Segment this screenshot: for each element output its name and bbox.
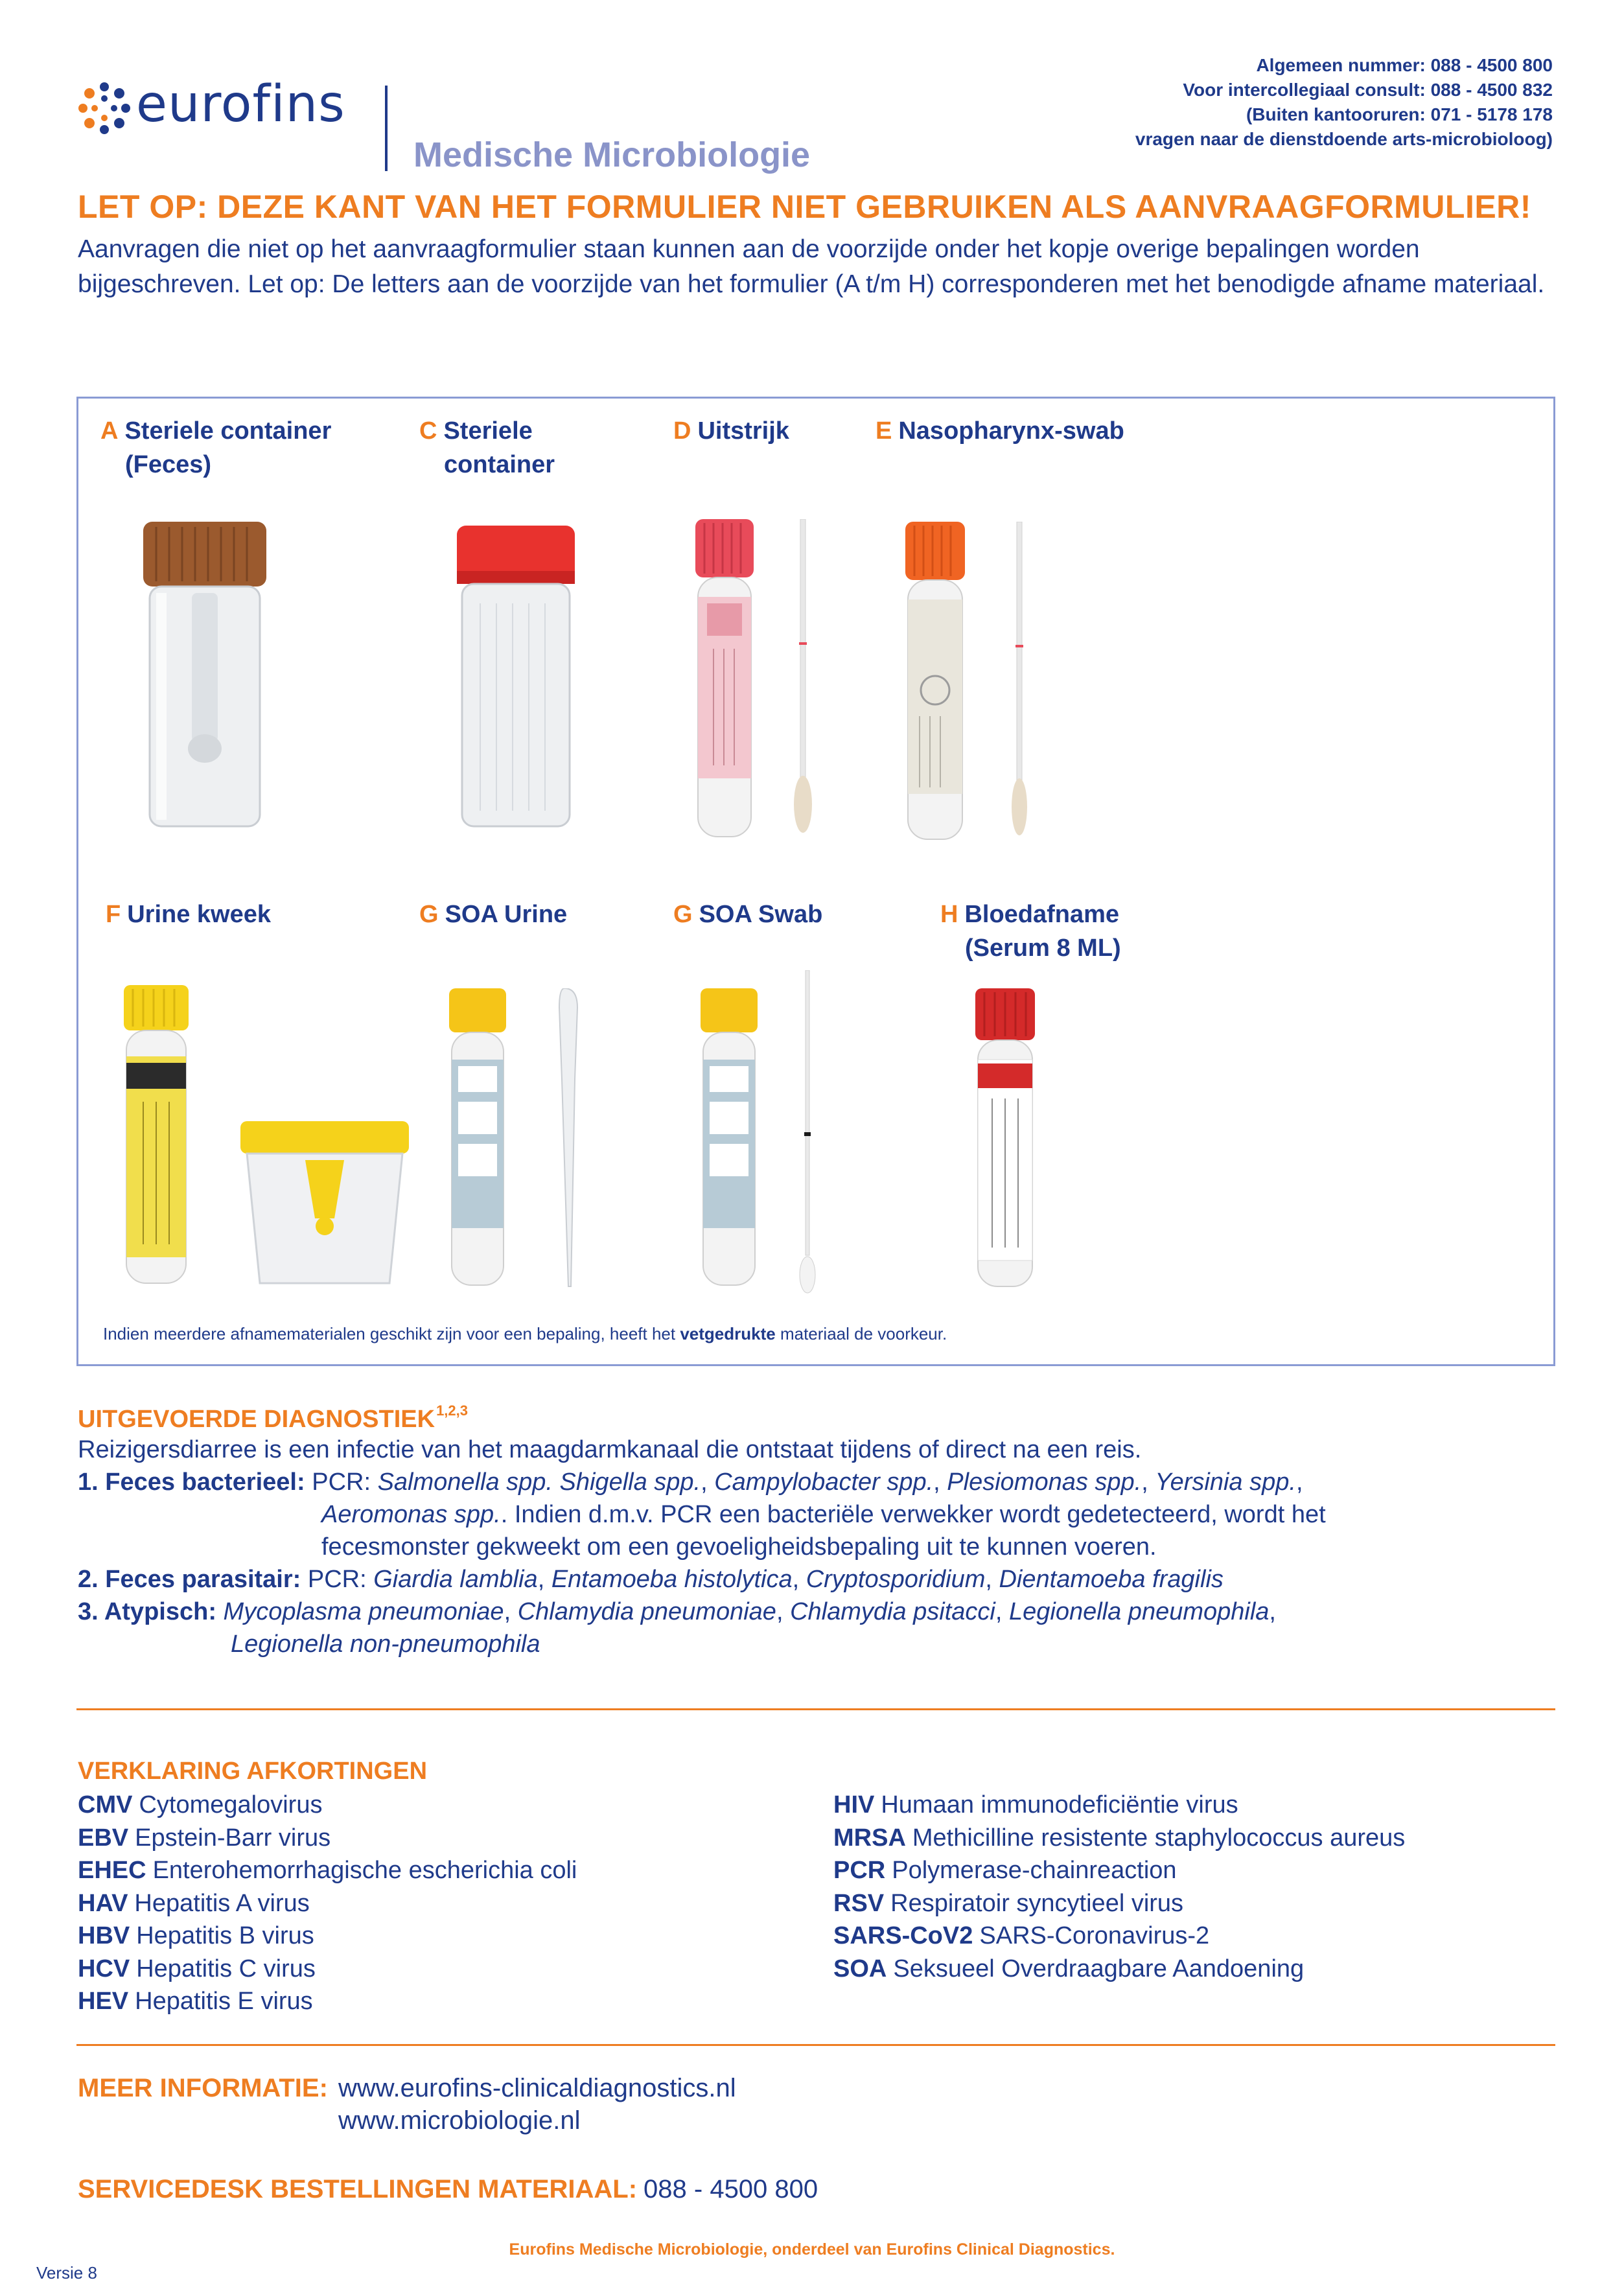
material-d-label: D Uitstrijk bbox=[673, 417, 789, 445]
contact-block bbox=[1135, 53, 1553, 152]
diagnostics-title: UITGEVOERDE DIAGNOSTIEK$^{1,2,3}$ bbox=[78, 1402, 468, 1433]
material-g-urine-label: G SOA Urine bbox=[419, 901, 568, 928]
department-title: Medische Microbiologie bbox=[413, 135, 811, 174]
swab-pink-image bbox=[688, 519, 843, 843]
abbreviations-title: VERKLARING AFKORTINGEN bbox=[78, 1758, 428, 1785]
eurofins-dots-icon bbox=[76, 80, 132, 136]
servicedesk-label: SERVICEDESK BESTELLINGEN MATERIAAL: bbox=[78, 2175, 638, 2203]
link-microbiologie[interactable]: www.microbiologie.nl bbox=[338, 2106, 581, 2135]
abbreviation-row: HEV Hepatitis E virus bbox=[78, 1988, 313, 2015]
abbreviation-row: EBV Epstein-Barr virus bbox=[78, 1824, 331, 1852]
abbreviation-row: SOA Seksueel Overdraagbare Aandoening bbox=[833, 1955, 1305, 1982]
contact-after-hours-note: vragen naar de dienstdoende arts-microbioloog) bbox=[1135, 129, 1553, 149]
contact-after-hours: (Buiten kantooruren: 071 - 5178 178 bbox=[1246, 104, 1553, 124]
material-h-label: H Bloedafname (Serum 8 ML) bbox=[940, 901, 1121, 962]
section-divider bbox=[76, 1708, 1555, 1710]
diagnostics-item-2: 2. Feces parasitair: PCR: Giardia lamblia, Entamoeba histolytica, Cryptosporidium, Dientamoeba fragilis bbox=[78, 1566, 1224, 1593]
diagnostics-item-1: 1. Feces bacterieel: PCR: Salmonella spp. Shigella spp., Campylobacter spp., Plesiomonas spp., Yersinia spp., bbox=[78, 1469, 1303, 1496]
diagnostics-item-3: 3. Atypisch: Mycoplasma pneumoniae, Chlamydia pneumoniae, Chlamydia psitacci, Legionella pneumophila, bbox=[78, 1598, 1276, 1625]
abbreviation-row: EHEC Enterohemorrhagische escherichia coli bbox=[78, 1857, 577, 1884]
more-info-label: MEER INFORMATIE: bbox=[78, 2074, 328, 2102]
diagnostics-item-1-line-2: Aeromonas spp.. Indien d.m.v. PCR een bacteriële verwekker wordt gedetecteerd, wordt het bbox=[321, 1501, 1326, 1528]
material-a-label: A Steriele container (Feces) bbox=[100, 417, 332, 478]
brand-name: eurofins bbox=[136, 75, 345, 134]
abbreviations-right-column bbox=[833, 1789, 1405, 1985]
diagnostics-intro: Reizigersdiarree is een infectie van het maagdarmkanaal die ontstaat tijdens of direct na een reis. bbox=[78, 1436, 1142, 1463]
abbreviation-row: HBV Hepatitis B virus bbox=[78, 1922, 314, 1949]
version-label: Versie 8 bbox=[36, 2263, 97, 2283]
swab-orange-image bbox=[896, 522, 1052, 843]
abbreviation-row: HAV Hepatitis A virus bbox=[78, 1889, 310, 1917]
abbreviation-row: HCV Hepatitis C virus bbox=[78, 1955, 316, 1982]
abbreviation-row: PCR Polymerase-chainreaction bbox=[833, 1857, 1177, 1884]
materials-panel bbox=[76, 397, 1555, 1366]
intro-text: Aanvragen die niet op het aanvraagformulier staan kunnen aan de voorzijde onder het kopje overige bepalingen worden bijgeschreven. Let op: De letters aan de voorzijde van het formulier (A t/m H) corresponderen met het benodigde afname materiaal. bbox=[78, 235, 1545, 298]
diagnostics-item-3-line-2: Legionella non-pneumophila bbox=[231, 1631, 540, 1658]
material-e-label: E Nasopharynx-swab bbox=[876, 417, 1124, 445]
contact-consult: Voor intercollegiaal consult: 088 - 4500 832 bbox=[1183, 80, 1553, 100]
link-eurofins-clinicaldiagnostics[interactable]: www.eurofins-clinicaldiagnostics.nl bbox=[338, 2074, 736, 2102]
panel-note: Indien meerdere afnamematerialen geschikt zijn voor een bepaling, heeft het vetgedrukte materiaal de voorkeur. bbox=[103, 1324, 947, 1343]
sterile-container-brown-image bbox=[130, 522, 279, 839]
urine-culture-image bbox=[117, 985, 415, 1290]
soa-swab-image bbox=[693, 970, 848, 1294]
footer-text: Eurofins Medische Microbiologie, onderdeel van Eurofins Clinical Diagnostics. bbox=[509, 2240, 1115, 2259]
abbreviation-row: SARS-CoV2 SARS-Coronavirus-2 bbox=[833, 1922, 1210, 1949]
abbreviation-row: HIV Humaan immunodeficiëntie virus bbox=[833, 1791, 1238, 1818]
warning-heading: LET OP: DEZE KANT VAN HET FORMULIER NIET GEBRUIKEN ALS AANVRAAGFORMULIER! bbox=[78, 189, 1531, 225]
section-divider bbox=[76, 2044, 1555, 2046]
material-f-label: F Urine kweek bbox=[106, 901, 272, 928]
sterile-container-red-image bbox=[441, 526, 590, 839]
servicedesk-number: 088 - 4500 800 bbox=[644, 2175, 818, 2203]
material-g-swab-label: G SOA Swab bbox=[673, 901, 823, 928]
blood-tube-image bbox=[966, 988, 1063, 1293]
abbreviation-row: CMV Cytomegalovirus bbox=[78, 1791, 323, 1818]
material-c-label: C Steriele container bbox=[419, 417, 555, 478]
abbreviations-left-column bbox=[78, 1789, 577, 2018]
diagnostics-item-1-line-3: fecesmonster gekweekt om een gevoeligheidsbepaling uit te kunnen voeren. bbox=[321, 1533, 1157, 1561]
header-divider bbox=[385, 86, 388, 171]
eurofins-logo bbox=[76, 71, 368, 136]
abbreviation-row: RSV Respiratoir syncytieel virus bbox=[833, 1889, 1184, 1917]
servicedesk-line bbox=[78, 2175, 818, 2204]
soa-urine-image bbox=[441, 988, 597, 1293]
abbreviation-row: MRSA Methicilline resistente staphylococcus aureus bbox=[833, 1824, 1406, 1852]
contact-general: Algemeen nummer: 088 - 4500 800 bbox=[1256, 55, 1553, 75]
